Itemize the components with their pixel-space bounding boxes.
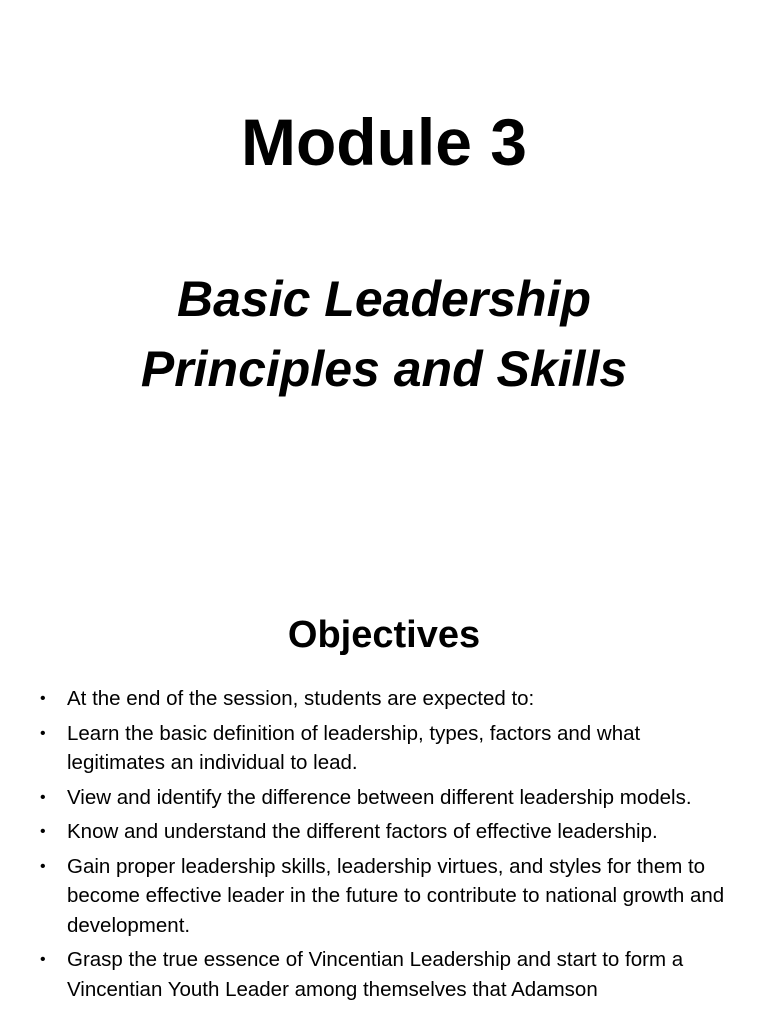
objective-text: Grasp the true essence of Vincentian Leadership and start to form a Vincentian Youth Leader among themselves that Adamson (67, 948, 684, 1001)
objective-item (40, 945, 740, 1004)
bullet-icon: • (40, 951, 46, 968)
objective-text: View and identify the difference between different leadership models. (67, 785, 692, 809)
objective-text: Gain proper leadership skills, leadership virtues, and styles for them to become effective leader in the future to contribute to national growth and development. (67, 854, 725, 937)
objective-text: At the end of the session, students are expected to: (67, 687, 535, 710)
objective-item (40, 719, 740, 778)
objectives-slide (0, 570, 768, 1024)
module-title: Module 3 (240, 105, 527, 179)
module-subtitle: Basic Leadership Principles and Skills (140, 271, 628, 397)
objective-item (40, 852, 740, 941)
objective-item (40, 684, 740, 714)
objectives-list (40, 684, 740, 1009)
bullet-icon: • (40, 724, 46, 742)
objective-item (40, 817, 740, 847)
bullet-icon: • (40, 690, 46, 707)
objective-text: Learn the basic definition of leadership, types, factors and what legitimates an individual to lead. (67, 721, 641, 774)
objective-item (40, 783, 740, 813)
bullet-icon: • (40, 823, 46, 840)
objectives-heading: Objectives (287, 614, 481, 656)
objective-text: Know and understand the different factors of effective leadership. (67, 820, 658, 843)
bullet-icon: • (40, 857, 46, 875)
bullet-icon: • (40, 788, 46, 806)
